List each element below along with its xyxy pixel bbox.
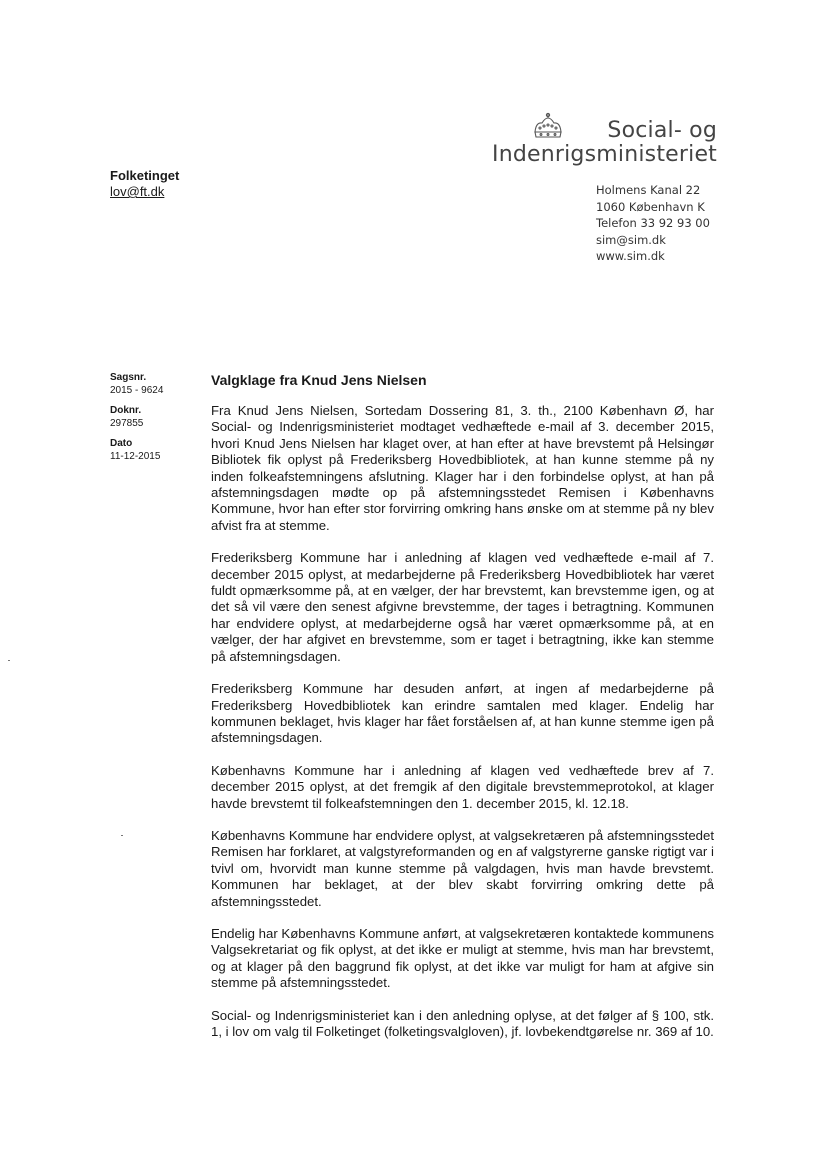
- recipient-block: [110, 168, 179, 200]
- sender-address: [596, 182, 710, 265]
- doknr-value: 297855: [110, 417, 144, 429]
- logo-line2: Indenrigsministeriet: [492, 142, 717, 167]
- doknr-label: Doknr.: [110, 405, 142, 416]
- ministry-logo: [492, 112, 717, 167]
- sagsnr-value: 2015 - 9624: [110, 384, 164, 396]
- paragraph-2: Frederiksberg Kommune har i anledning af klagen ved vedhæftede e-mail af 7. december 2015 oplyst, at medarbejderne på Frederiksberg Hovedbibliotek har været fuldt opmærksomme på, at en vælger, der har brevstemt, kan brevstemme igen, og at det så vil være den senest afgivne brevstemme, der tages i betragtning. Kommunen har endvidere oplyst, at medarbejderne også har været opmærksomme på, at en vælger, der har afgivet en brevstemme, som er taget i betragtning, ikke kan stemme på afstemningsdagen.: [211, 550, 714, 664]
- document-meta: [110, 372, 163, 471]
- sender-web: www.sim.dk: [596, 249, 665, 263]
- recipient-email[interactable]: lov@ft.dk: [110, 184, 165, 199]
- sender-phone: Telefon 33 92 93 00: [596, 216, 710, 230]
- paragraph-6: Endelig har Københavns Kommune anført, at valgsekretæren kontaktede kommunens Valgsekretariat og fik oplyst, at det ikke er muligt at stemme, hvis man har brevstemt, og at klager på den baggrund fik oplyst, at det ikke var muligt for ham at afgive sin stemme på afstemningsstedet.: [211, 925, 714, 991]
- sender-postal: 1060 København K: [596, 199, 705, 214]
- scan-speck: [8, 660, 10, 661]
- sagsnr-label: Sagsnr.: [110, 372, 147, 383]
- paragraph-4: Københavns Kommune har i anledning af klagen ved vedhæftede brev af 7. december 2015 oplyst, at det fremgik af den digitale brevstemmeprotokol, at klager havde brevstemt til folkeafstemningen den 1. december 2015, kl. 12.18.: [211, 762, 714, 811]
- scan-speck: [121, 835, 123, 836]
- logo-line1: Social- og: [607, 118, 717, 143]
- letter-body: [211, 403, 714, 1056]
- dato-value: 11-12-2015: [110, 450, 161, 462]
- paragraph-5: Københavns Kommune har endvidere oplyst, at valgsekretæren på afstemningsstedet Remisen har forklaret, at valgstyreformanden og en af valgstyrerne ganske rigtigt var i tvivl om, hvorvidt man kunne stemme på valgdagen, hvis man havde brevstemt. Kommunen har beklaget, at der blev skabt forvirring omkring dette på afstemningsstedet.: [211, 827, 714, 909]
- paragraph-3: Frederiksberg Kommune har desuden anført, at ingen af medarbejderne på Frederiksberg Hovedbibliotek kan erindre samtalen med klager. Endelig har kommunen beklaget, hvis klager har fået forståelsen af, at han kunne stemme igen på afstemningsdagen.: [211, 681, 714, 746]
- dato-label: Dato: [110, 438, 133, 449]
- paragraph-1: Fra Knud Jens Nielsen, Sortedam Dossering 81, 3. th., 2100 København Ø, har Social- og Indenrigsministeriet modtaget vedhæftede e-mail af 3. december 2015, hvori Knud Jens Nielsen har klaget over, at han efter at have brevstemt på Helsingør Bibliotek fik oplyst på Frederiksberg Hovedbibliotek, at han kunne stemme på ny inden folkeafstemningens afslutning. Klager har i den forbindelse oplyst, at han på afstemningsdagen mødte op på afstemningsstedet Remisen i Københavns Kommune, hvor han efter stor forvirring omkring hans ønske om at stemme på ny blev afvist fra at stemme.: [211, 403, 714, 533]
- sender-street: Holmens Kanal 22: [596, 183, 701, 197]
- crown-icon: [530, 112, 566, 140]
- sender-email: sim@sim.dk: [596, 232, 666, 247]
- recipient-name: Folketinget: [110, 168, 180, 183]
- letter-subject: Valgklage fra Knud Jens Nielsen: [211, 372, 427, 388]
- paragraph-7: Social- og Indenrigsministeriet kan i den anledning oplyse, at det følger af § 100, stk. 1, i lov om valg til Folketinget (folketingsvalgloven), jf. lovbekendtgørelse nr. 369 af 10.: [211, 1007, 714, 1039]
